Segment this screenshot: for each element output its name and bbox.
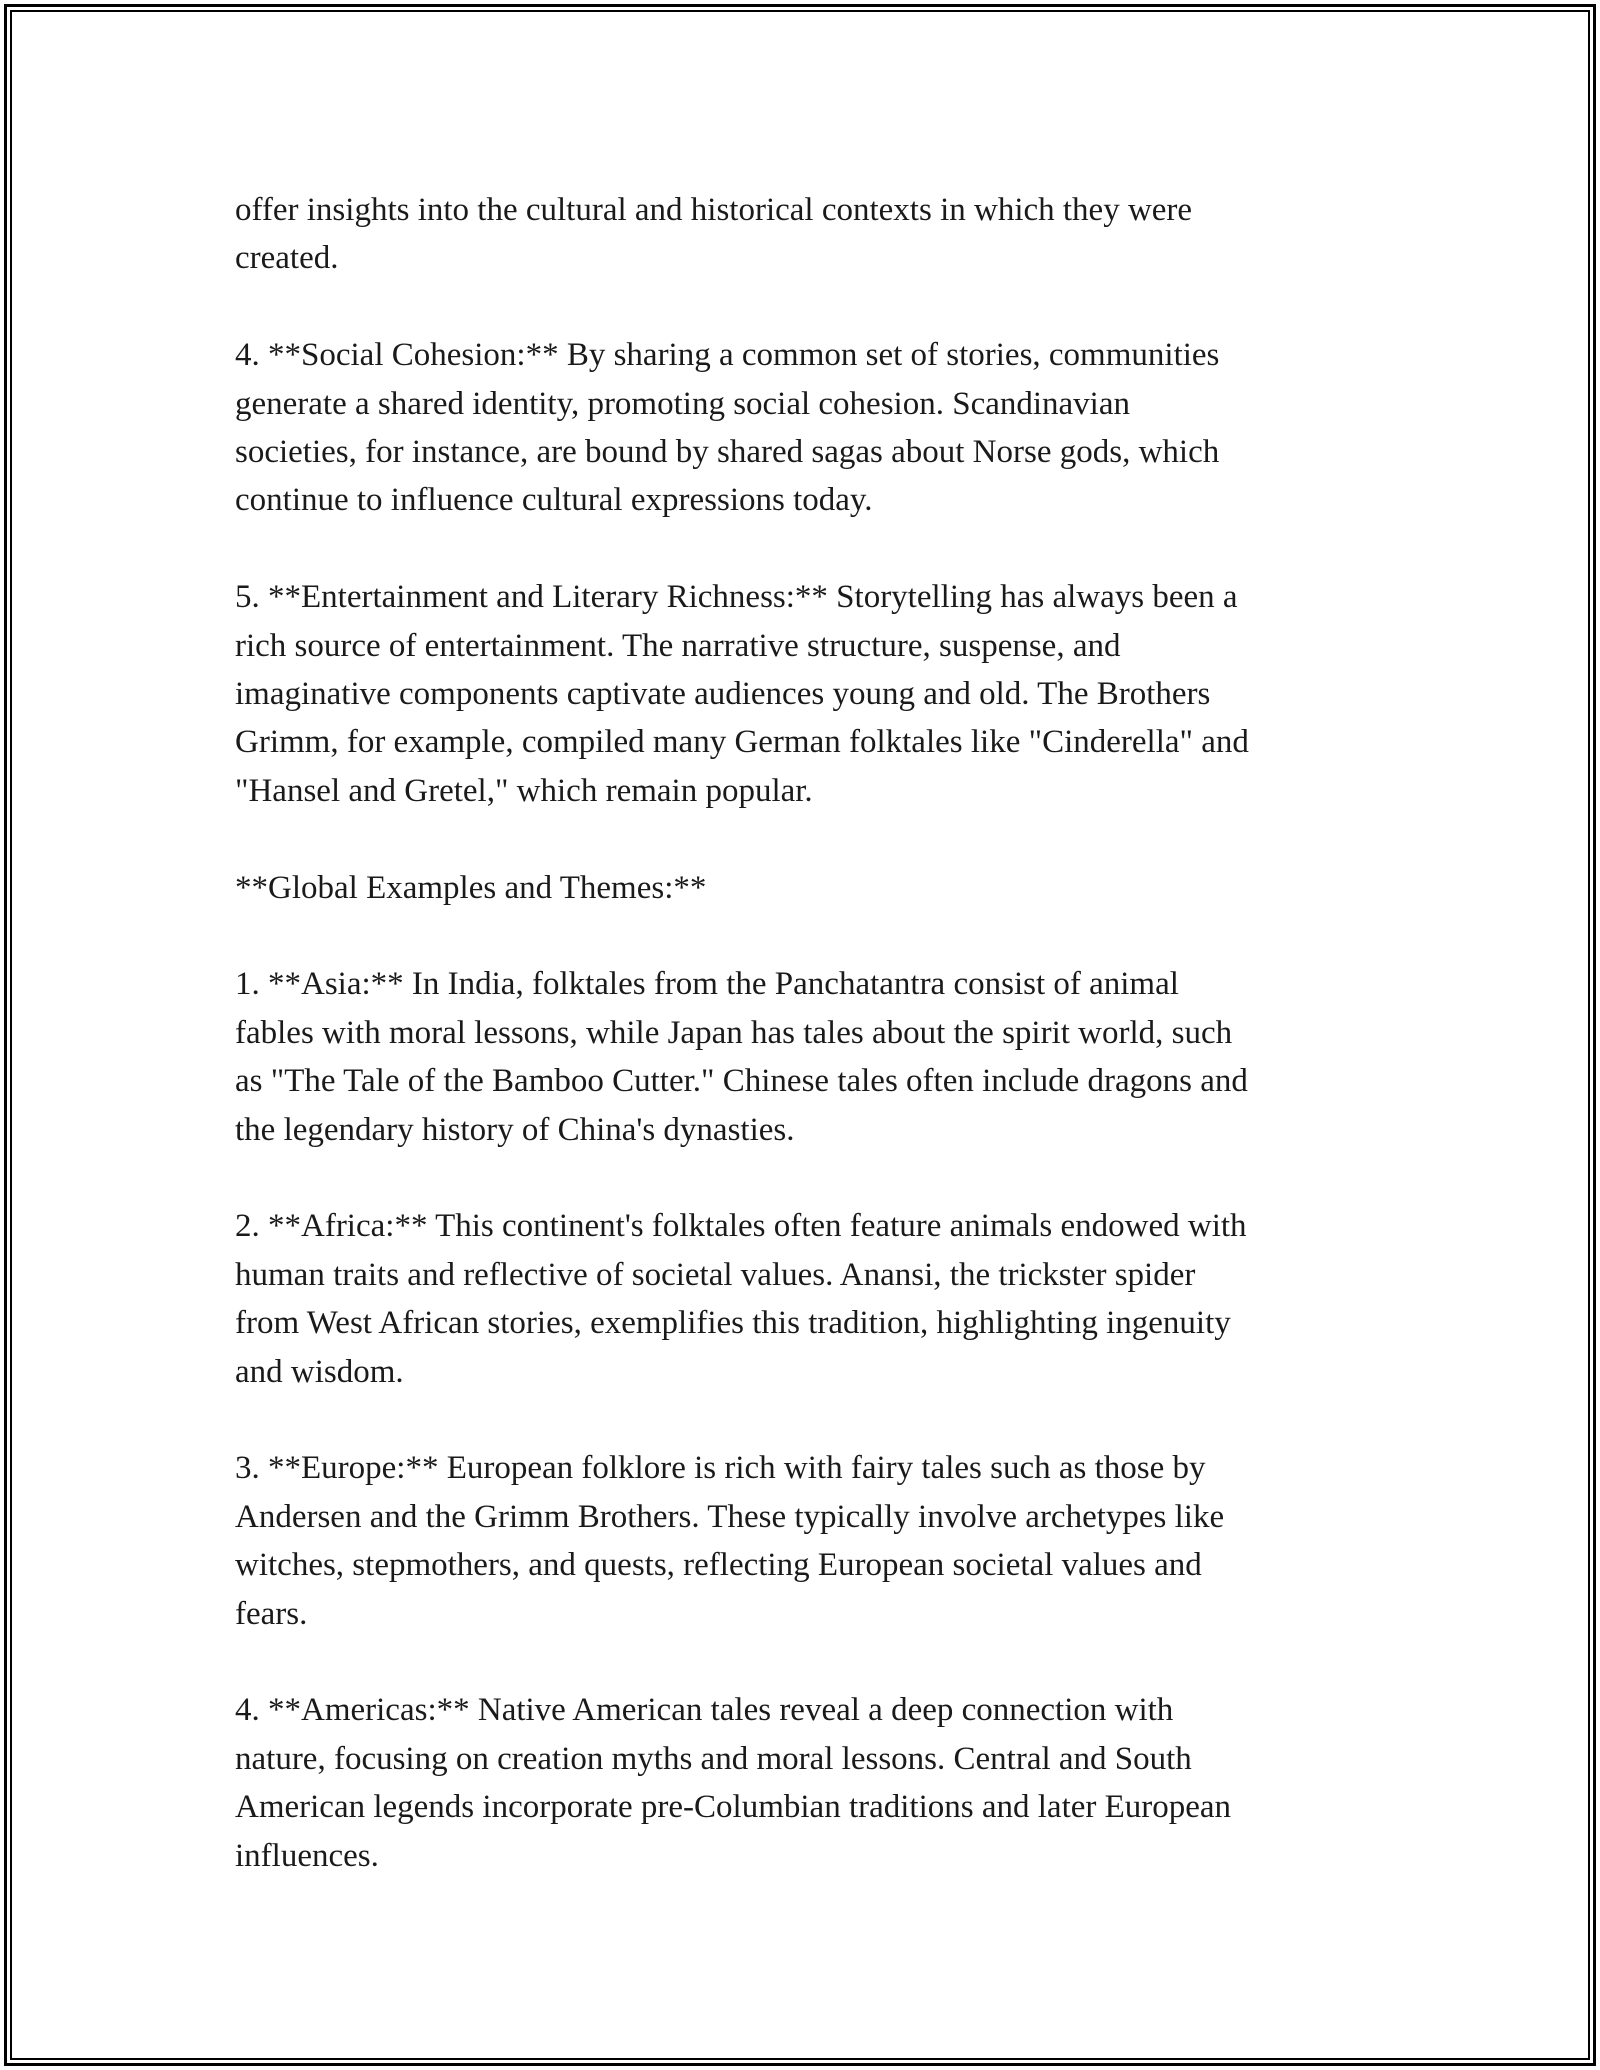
paragraph-continuation: offer insights into the cultural and historical contexts in which they were created. bbox=[235, 192, 1193, 277]
section-heading-global-examples: **Global Examples and Themes:** bbox=[235, 869, 707, 906]
paragraph-africa: 2. **Africa:** This continent's folktales often feature animals endowed with human traits and reflective of societal values. Anansi, the trickster spider from West African stories, exemplifies this tradition, highlighting ingenuity and wisdom. bbox=[235, 1208, 1247, 1390]
paragraph-asia: 1. **Asia:** In India, folktales from the Panchatantra consist of animal fables with moral lessons, while Japan has tales about the spirit world, such as "The Tale of the Bamboo Cutter." Chinese tales often include dragons and the legendary history of China's dynasties. bbox=[235, 966, 1248, 1148]
paragraph-europe: 3. **Europe:** European folklore is rich with fairy tales such as those by Andersen and the Grimm Brothers. These typically involve archetypes like witches, stepmothers, and quests, reflecting European societal values and fears. bbox=[235, 1450, 1225, 1632]
paragraph-social-cohesion: 4. **Social Cohesion:** By sharing a common set of stories, communities generate a shared identity, promoting social cohesion. Scandinavian societies, for instance, are bound by shared sagas about Norse gods, which continue to influence cultural expressions today. bbox=[235, 337, 1220, 519]
paragraph-americas: 4. **Americas:** Native American tales reveal a deep connection with nature, focusing on creation myths and moral lessons. Central and South American legends incorporate pre-Columbian traditions and later European influences. bbox=[235, 1692, 1232, 1874]
paragraph-entertainment: 5. **Entertainment and Literary Richness:** Storytelling has always been a rich source of entertainment. The narrative structure, suspense, and imaginative components captivate audiences young and old. The Brothers Grimm, for example, compiled many German folktales like "Cinderella" and "Hansel and Gretel," which remain popular. bbox=[235, 579, 1249, 809]
document-body bbox=[235, 186, 1375, 1929]
